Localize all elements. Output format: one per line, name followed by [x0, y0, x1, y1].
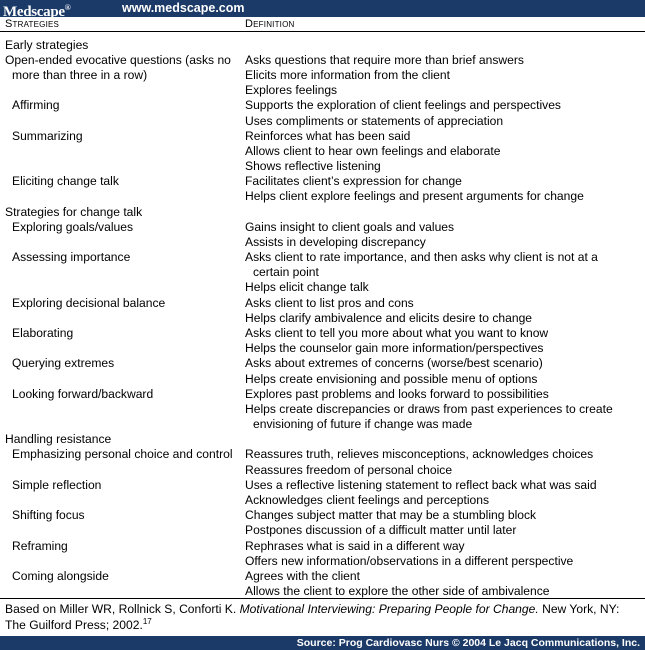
- medscape-logo[interactable]: Medscape®: [3, 3, 71, 20]
- definition-cell: Asks about extremes of concerns (worse/best scenario): [245, 356, 543, 371]
- table-row: [0, 129, 645, 144]
- table-row: [0, 280, 645, 295]
- table-row: [0, 432, 645, 447]
- definition-cell: Reassures freedom of personal choice: [245, 462, 453, 477]
- definition-cell: Uses a reflective listening statement to reflect back what was said: [245, 477, 597, 492]
- table-row: [0, 387, 645, 402]
- table-row: [0, 220, 645, 235]
- table-row: [0, 417, 645, 432]
- definition-cell: Shows reflective listening: [245, 159, 381, 174]
- definition-cell: certain point: [253, 265, 319, 280]
- table-row: [0, 250, 645, 265]
- table-row: [0, 402, 645, 417]
- table-bottom-rule: [0, 598, 645, 599]
- definition-cell: Asks client to list pros and cons: [245, 295, 414, 310]
- table-row: [0, 174, 645, 189]
- definition-cell: Uses compliments or statements of appreciation: [245, 113, 504, 128]
- definition-cell: Helps create discrepancies or draws from past experiences to create: [245, 401, 613, 416]
- definition-cell: Offers new information/observations in a different perspective: [245, 553, 574, 568]
- definition-cell: Asks client to rate importance, and then asks why client is not at a: [245, 250, 598, 265]
- strategy-cell: Coming alongside: [12, 568, 109, 583]
- definition-cell: Helps client explore feelings and present arguments for change: [245, 189, 584, 204]
- table-row: [0, 569, 645, 584]
- table-row: [0, 83, 645, 98]
- table-row: [0, 311, 645, 326]
- site-url[interactable]: www.medscape.com: [122, 1, 245, 15]
- definition-cell: Helps elicit change talk: [245, 280, 369, 295]
- definition-cell: Supports the exploration of client feelings and perspectives: [245, 98, 561, 113]
- definition-cell: Reinforces what has been said: [245, 128, 411, 143]
- column-header-definition: Definition: [245, 18, 295, 30]
- strategy-cell: Exploring decisional balance: [12, 295, 166, 310]
- strategy-cell: Eliciting change talk: [12, 174, 119, 189]
- definition-cell: Postpones discussion of a difficult matter until later: [245, 523, 517, 538]
- definition-cell: Helps create envisioning and possible menu of options: [245, 371, 538, 386]
- strategy-cell: Assessing importance: [12, 250, 131, 265]
- source-bar: [0, 636, 645, 650]
- strategy-cell: Emphasizing personal choice and control: [12, 447, 233, 462]
- definition-cell: Asks client to tell you more about what you want to know: [245, 326, 549, 341]
- table-row: [0, 189, 645, 204]
- table-row: [0, 265, 645, 280]
- column-header-strategies: Strategies: [5, 18, 60, 30]
- table-row: [0, 554, 645, 569]
- definition-cell: Helps the counselor gain more information/perspectives: [245, 341, 544, 356]
- definition-cell: Explores past problems and looks forward to possibilities: [245, 386, 549, 401]
- table-row: [0, 447, 645, 462]
- table-row: [0, 114, 645, 129]
- table-row: [0, 38, 645, 53]
- table-row: [0, 356, 645, 371]
- definition-cell: Explores feelings: [245, 83, 338, 98]
- definition-cell: Gains insight to client goals and values: [245, 219, 455, 234]
- definition-cell: Reassures truth, relieves misconceptions, acknowledges choices: [245, 447, 594, 462]
- header-bar: [0, 0, 645, 20]
- strategy-cell: Querying extremes: [12, 356, 115, 371]
- header-rule: [0, 31, 645, 32]
- strategy-cell: Open-ended evocative questions (asks no: [5, 52, 231, 67]
- strategy-cell: more than three in a row): [12, 67, 148, 82]
- strategy-cell: Exploring goals/values: [12, 219, 134, 234]
- table-row: [0, 68, 645, 83]
- table-row: [0, 539, 645, 554]
- table-row: [0, 98, 645, 113]
- table-row: [0, 463, 645, 478]
- strategy-cell: Affirming: [12, 98, 60, 113]
- strategy-cell: Elaborating: [12, 326, 74, 341]
- source-text: Source: Prog Cardiovasc Nurs © 2004 Le Jacq Communications, Inc.: [296, 637, 640, 649]
- definition-cell: Allows client to hear own feelings and elaborate: [245, 143, 501, 158]
- table-row: [0, 235, 645, 250]
- strategy-cell: Shifting focus: [12, 508, 85, 523]
- definition-cell: Elicits more information from the client: [245, 67, 450, 82]
- definition-cell: Helps clarify ambivalence and elicits desire to change: [245, 310, 533, 325]
- definition-cell: Changes subject matter that may be a stumbling block: [245, 508, 537, 523]
- table-row: [0, 478, 645, 493]
- strategy-cell: Reframing: [12, 538, 68, 553]
- table-row: [0, 508, 645, 523]
- strategy-cell: Simple reflection: [12, 477, 102, 492]
- table-row: [0, 53, 645, 68]
- definition-cell: Acknowledges client feelings and perceptions: [245, 493, 490, 507]
- table-row: [0, 326, 645, 341]
- definition-cell: Asks questions that require more than brief answers: [245, 52, 524, 67]
- strategy-cell: Looking forward/backward: [12, 386, 154, 401]
- definition-cell: Rephrases what is said in a different way: [245, 538, 465, 553]
- table-row: [0, 584, 645, 599]
- strategy-cell: Summarizing: [12, 128, 83, 143]
- table-row: [0, 341, 645, 356]
- definition-cell: Assists in developing discrepancy: [245, 234, 426, 249]
- table-row: [0, 296, 645, 311]
- footnote: Based on Miller WR, Rollnick S, Conforti K. Motivational Interviewing: Preparing People for Change. New York, NY: The Guilford Press; 2002.17: [5, 602, 620, 632]
- table-row: [0, 159, 645, 174]
- table-row: [0, 205, 645, 220]
- definition-cell: Agrees with the client: [245, 568, 360, 583]
- strategy-cell: Handling resistance: [5, 432, 112, 447]
- table-row: [0, 144, 645, 159]
- definition-cell: envisioning of future if change was made: [253, 417, 473, 432]
- strategy-cell: Strategies for change talk: [5, 204, 143, 219]
- strategy-cell: Early strategies: [5, 37, 89, 52]
- table-row: [0, 493, 645, 508]
- definition-cell: Allows the client to explore the other side of ambivalence: [245, 584, 550, 599]
- table-row: [0, 372, 645, 387]
- definition-cell: Facilitates client’s expression for change: [245, 174, 462, 189]
- table-row: [0, 523, 645, 538]
